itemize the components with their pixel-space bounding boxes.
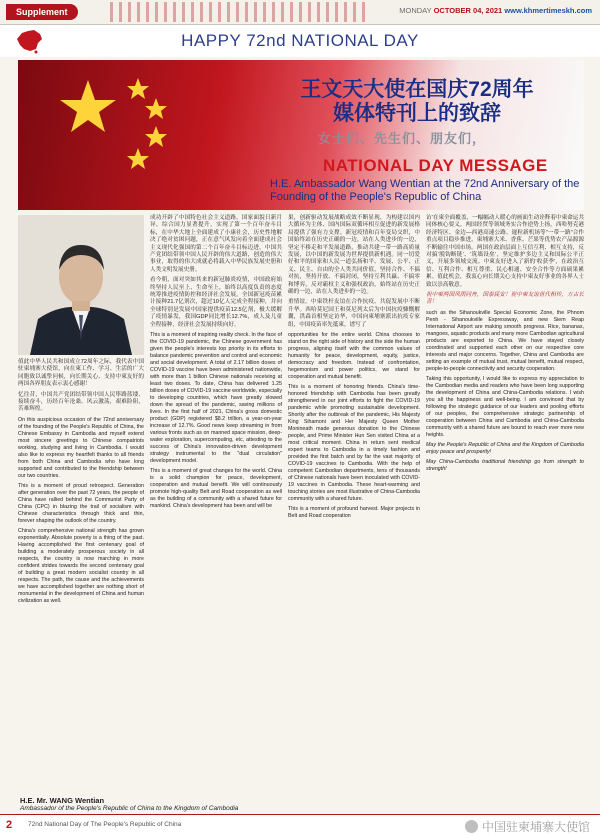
closing-wish-en: May China-Cambodia traditional friendship go from strength to strength! xyxy=(426,458,584,472)
title-band xyxy=(0,25,600,57)
paragraph-en: China's comprehensive national strength has grown exponentially. Absolute poverty is a thing of the past. Having accomplished the first centenary goal of building a moderately prosperous society in all respects, the country is now marching in more confident strides towards the second centenary goal of building a great modern socialist country in all respects. The path, the cause and the achievements we have accomplished together are nothing short of monumental in the development of China and human civilization as well. xyxy=(18,527,144,604)
section-tag: Supplement xyxy=(6,4,78,20)
article-column-2 xyxy=(150,215,282,513)
closing-wish-zh: 祝中柬两国风雨同舟，国泰民安！祝中柬友谊世代相传，万古长青！ xyxy=(426,292,584,306)
header-date xyxy=(399,6,592,15)
header-site[interactable]: www.khmertimeskh.com xyxy=(504,6,592,15)
happy-national-day-title: HAPPY 72nd NATIONAL DAY xyxy=(181,31,419,50)
watermark xyxy=(465,818,590,835)
hero-banner xyxy=(18,60,584,210)
watermark-text: 中国驻柬埔寨大使馆 xyxy=(481,820,590,834)
page-footer xyxy=(0,814,600,835)
paragraph-zh: 看今朝，面对突如其来的新冠肺炎疫情，中国政府始终坚持人民至上、生命至上，始终以高度负责的态度统筹推进疫情防控和经济社会发展，全国新冠疫苗累计接种21.7亿剂次，超过10亿人完成全程接种，并向全球特别是发展中国家提供疫苗12.5亿剂，极大缓解了疫情暴发，我国GDP同比增长12.7%，成人及儿童全程接种，经济社会发展持续向好。 xyxy=(150,277,282,328)
paragraph-zh: 重情谊。中柬铁杆友谊在合作抗疫、共促发展中不断升华。西哈莫尼国王和莫尼列太后为中国抗疫慷慨解囊，洪森首相坚定访华，中国向柬埔寨派出抗疫专家组，中国疫苗率先抵柬，谱写了 xyxy=(288,299,420,328)
article-column-4 xyxy=(426,215,584,476)
signature-name: H.E. Mr. WANG Wentian xyxy=(20,796,105,805)
chinese-subtitle: 女士们、先生们、朋友们， xyxy=(318,131,487,146)
chinese-title-line1: 王文天大使在国庆72周年 xyxy=(300,78,534,101)
article-column-1 xyxy=(18,215,144,608)
chinese-title-line2: 媒体特刊上的致辞 xyxy=(333,102,501,125)
portrait-image xyxy=(18,215,144,355)
paragraph-zh: 成功开辟了中国特色社会主义道路，国家面貌日新月异，综合国力显著提升，实现了第一个百年奋斗目标，在中华大地上全面建成了小康社会，历史性地解决了绝对贫困问题，正在意气风发向着全面建成社会主义现代化强国的第二个百年奋斗目标迈进。中国共产党团结带领中国人民开辟的伟大道路，创造的伟大事业，取得的伟大成就必将载入中华民族发展史册和人类文明发展史册。 xyxy=(150,215,282,273)
chinese-title xyxy=(252,78,582,126)
signature-block xyxy=(20,796,320,812)
paragraph-en: This is a moment of honoring friends. China's time-honored friendship with Cambodia has been greatly strengthened in our joint efforts to fight the COVID-19 pandemic while promoting sustainable development. Shortly after the outbreak of the pandemic, His Majesty King Sihamoni and Her Majesty Queen Mother Monineath made generous donation to the Chinese people, and Prime Minister Hun Sen visited China at a most critical moment. China in return sent medical expert teams to Cambodia in a timely fashion and provided the first batch and by far the vast majority of COVID-19 vaccines to Cambodia. With the help of competent Cambodian departments, tens of thousands of Chinese nationals have been inoculated with COVID-19 vaccines in Cambodia. These heart-warming and touching stories are most illustrative of China-Cambodia community with a shared future. xyxy=(288,384,420,503)
paragraph-en: This is a moment of proud retrospect. Generation after generation over the past 72 years, the people of China have rallied behind the Communist Party of China (CPC) in blazing the trail of socialism with Chinese characteristics through thick and thin, forever shaping the outlook of the country. xyxy=(18,482,144,524)
paragraph-en: such as the Sihanoukville Special Economic Zone, the Phnom Penh - Sihanoukville Expressway, and new Siem Reap International Airport are making smooth progress. Rice, bananas, mangoes, aquatic products and many more Cambodian agricultural products are exported to China. We have stayed closely coordinated and supported each other on our respective core interests and major concerns. Together, China and Cambodia are setting an example of mutual trust, mutual benefit, mutual respect, people-to-people connectivity and security cooperation. xyxy=(426,309,584,372)
paragraph-en: On this auspicious occasion of the 72nd anniversary of the founding of the People's Republic of China, the Chinese Embassy in Cambodia and myself extend most sincere greetings to Chinese compatriots working, studying and living in Cambodia. I would also like to express my heartfelt thanks to all friends from both China and Cambodia who have long supported and contributed to the friendship between our two countries. xyxy=(18,416,144,479)
article-body xyxy=(18,215,584,790)
paragraph-en: opportunities for the entire world. China chooses to stand on the right side of history and the side the human progress, aligning itself with the common values of humanity for peace, development, equity, justice, democracy and freedom. Instead of confrontation, hegemonism and power politics, we stand for cooperation and mutual benefit. xyxy=(288,332,420,381)
message-subheading: H.E. Ambassador Wang Wentian at the 72nd Anniversary of the Founding of the People's Republic of China xyxy=(270,178,580,203)
paragraph-zh: 访’在柬全面覆盖，一幅幅动人暖心的画面生动诠释着中柬命运共同体核心要义。两国经贸等领域务实合作逆势上扬，西哈努克港经济特区、金边—西港高速公路、暹粒新机场等“一带一路”合作重点项目稳步推进，柬埔寨大米、香蕉、芒果等优势农产品源源不断输往中国市场。两国在政治层面上互信互利、相互支持，反对搞‘脱钩断链’、‘筑墙设垒’，坚定维护多边主义和国际公平正义，开展多领域交流。中柬友好进入了新的‘收获季’，在政治互信、互利合作、相互尊重、民心相通、安全合作等方面硕果累累。值此机会，我衷心向长期关心支持中柬友好事业的各界人士致以崇高敬意。 xyxy=(426,215,584,288)
paragraph-en: This is a moment of profound harvest. Major projects in Belt and Road cooperation xyxy=(288,506,420,520)
wechat-icon xyxy=(465,820,478,833)
paragraph-en: This is a moment of inspiring reality check. In the face of the COVID-19 pandemic, the Chinese government has given the people's interests top priority in its efforts to balance pandemic prevention and control and economic and social development. A total of 2.17 billion doses of COVID-19 vaccine have been administered nationwide, with more than 1 billion Chinese nationals receiving at least two doses. To date, China has delivered 1.25 billion doses of COVID-19 vaccine worldwide, especially to developing countries, which have greatly slowed down the spread of the pandemic, saving millions of lives. In the first half of 2021, China's gross domestic product (GDP) registered $8.2 trillion, a year-on-year increase of 12.7%. Good news keep streaming in from various fronts such as on manned space mission, deep-water exploration, supercomputing, etc, attesting to the success of China's innovation-driven development strategy instrumental to the "dual circulation" development model. xyxy=(150,332,282,465)
paragraph-en: This is a moment of great changes for the world. China is a solid champion for peace, development, cooperation and mutual benefit. We will continuously promote high-quality Belt and Road cooperation as well as the building of a community with a shared future for mankind. China's development has been and will be xyxy=(150,468,282,510)
page-number: 2 xyxy=(6,819,13,831)
paragraph-zh: 值此中华人民共和国成立72周年之际，我代表中国驻柬埔寨大使馆，向在柬工作、学习、生活的广大同胞致以诚挚问候，向长期关心、支持中柬友好的两国各界朋友表示衷心感谢！ xyxy=(18,359,144,388)
page-header xyxy=(0,0,600,25)
article-column-3 xyxy=(288,215,420,523)
ambassador-photo xyxy=(18,215,144,355)
paragraph-zh: 果，创新驱动发展战略成效不断显现，为构建以国内大循环为主体、国内国际双循环相互促进的新发展格局提供了强有力支撑。新冠疫情和百年变局交织，中国始终站在历史正确的一边，站在人类进步的一边，坚定不移走和平发展道路，推动共建一带一路高质量发展，以中国的新发展为世界提供新机遇。同一切爱好和平的国家和人民一道弘扬和平、发展、公平、正义、民主、自由的全人类共同价值，坚持合作、不搞对抗，坚持开放、不搞封闭，坚持互利共赢、不搞零和博弈，反对霸权主义和强权政治，始终站在历史正确的一边，站在人类进步的一边。 xyxy=(288,215,420,296)
header-date-value: OCTOBER 04, 2021 xyxy=(433,6,503,15)
flag-star-icon xyxy=(48,70,248,190)
header-day: MONDAY xyxy=(399,6,432,15)
message-heading: NATIONAL DAY MESSAGE xyxy=(323,156,548,175)
paragraph-zh: 忆往昔，中国共产党团结带领中国人民筚路蓝缕、接续奋斗，历经百年沧桑、风云激荡，艰难险阻，苦难辉煌。 xyxy=(18,391,144,413)
closing-wish-en: May the People's Republic of China and the Kingdom of Cambodia enjoy peace and prosperity! xyxy=(426,441,584,455)
footer-text: 72nd National Day of The People's Republic of China xyxy=(28,821,182,828)
header-pattern xyxy=(110,2,370,22)
signature-title: Ambassador of the People's Republic of China to the Kingdom of Cambodia xyxy=(20,805,239,812)
paragraph-en: Taking this opportunity, I would like to express my appreciation to the Cambodian media and readers who have been long supporting the development of China and China-Cambodia relations. I wish you all the happiness and well-being. I am convinced that by following the strategic guidance of our leaders and pooling efforts of our peoples, the comprehensive strategic partnership of cooperation between China and Cambodia and China-Cambodia community with a shared future are bound to reach ever more new heights. xyxy=(426,375,584,438)
